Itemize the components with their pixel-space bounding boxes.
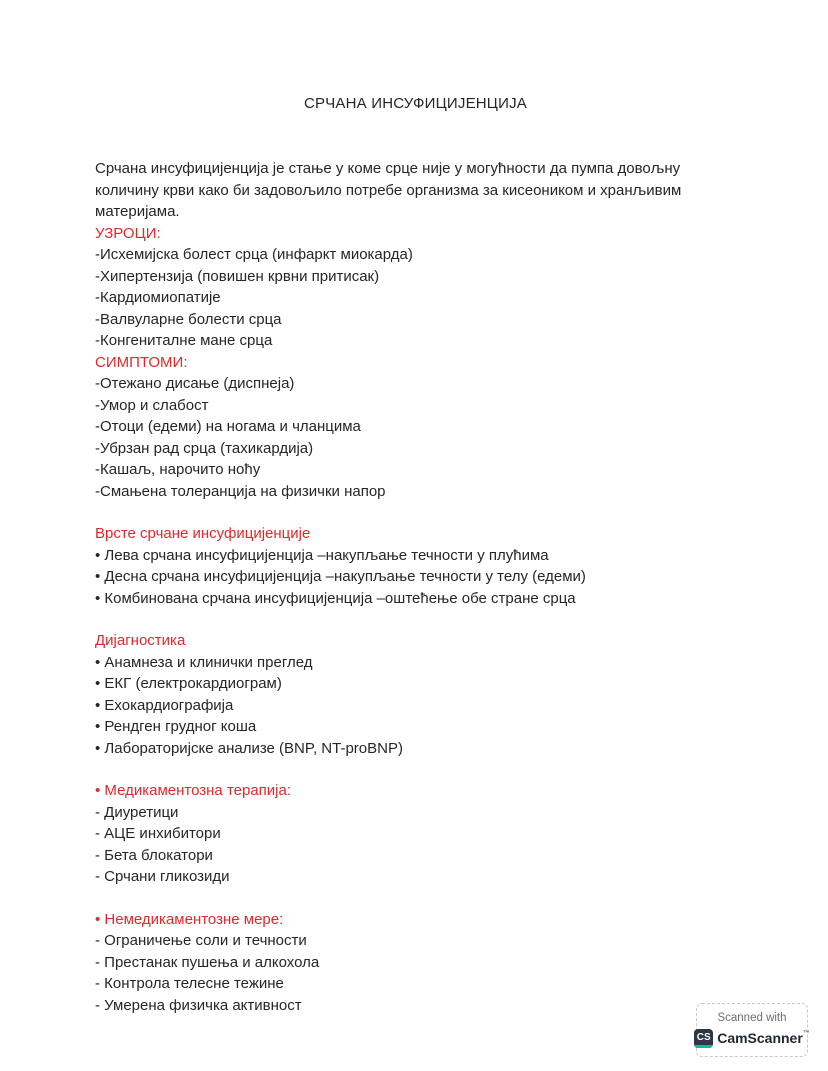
scanned-with-label: Scanned with bbox=[717, 1012, 787, 1024]
list-item: • Рендген грудног коша bbox=[95, 718, 257, 735]
brand-text: CamScanner bbox=[717, 1030, 803, 1046]
camscanner-logo-letters: CS bbox=[696, 1032, 711, 1043]
list-item: - Бета блокатори bbox=[95, 846, 213, 864]
camscanner-logo-icon bbox=[694, 1029, 713, 1048]
list-item: -Отоци (едеми) на ногама и чланцима bbox=[95, 418, 361, 435]
list-item: • Лабораторијске анализе (BNP, NT-proBNP) bbox=[95, 739, 403, 757]
section-types bbox=[95, 523, 736, 609]
document-title: СРЧАНА ИНСУФИЦИЈЕНЦИЈА bbox=[303, 95, 527, 112]
list-item: -Хипертензија (повишен крвни притисак) bbox=[95, 267, 380, 285]
camscanner-logo-accent bbox=[694, 1045, 713, 1048]
list-item: -Исхемијска болест срца (инфаркт миокарда) bbox=[95, 246, 413, 263]
camscanner-brand-name bbox=[717, 1029, 810, 1048]
camscanner-brand-row bbox=[696, 1029, 810, 1048]
section-diagnostics bbox=[95, 630, 736, 759]
list-item: -Кардиомиопатије bbox=[95, 289, 221, 306]
list-item: - Престанак пушења и алкохола bbox=[95, 953, 320, 971]
camscanner-badge bbox=[696, 1003, 808, 1057]
list-item: - АЦЕ инхибитори bbox=[95, 825, 221, 842]
list-item: -Умор и слабост bbox=[95, 396, 209, 414]
list-item: - Диуретици bbox=[95, 803, 179, 821]
list-item: -Конгениталне мане срца bbox=[95, 332, 273, 349]
section-heading: СИМПТОМИ: bbox=[95, 353, 188, 371]
section-heading: • Медикаментозна терапија: bbox=[95, 782, 292, 799]
list-item: -Убрзан рад срца (тахикардија) bbox=[95, 439, 314, 457]
list-item: • Ехокардиографија bbox=[95, 696, 234, 714]
list-item: • Анамнеза и клинички преглед bbox=[95, 653, 313, 671]
list-item: -Отежано дисање (диспнеја) bbox=[95, 375, 295, 392]
list-item: -Валвуларне болести срца bbox=[95, 310, 282, 328]
trademark-symbol: ™ bbox=[802, 1030, 810, 1037]
list-item: - Срчани гликозиди bbox=[95, 868, 230, 885]
intro-paragraph: Срчана инсуфицијенција је стање у коме срце није у могућности да пумпа довољну количину крви како би задовољило потребе организма за кисеоником и хранљивим материјама. bbox=[95, 160, 682, 220]
list-item: - Умерена физичка активност bbox=[95, 996, 302, 1014]
list-item: • Комбинована срчана инсуфицијенција –оштећење обе стране срца bbox=[95, 589, 576, 607]
section-heading: • Немедикаментозне мере: bbox=[95, 910, 284, 928]
section-non-drug-measures bbox=[95, 909, 736, 1017]
list-item: - Контрола телесне тежине bbox=[95, 975, 284, 992]
section-causes bbox=[95, 223, 736, 352]
list-item: • Десна срчана инсуфицијенција –накупљање течности у телу (едеми) bbox=[95, 568, 586, 585]
list-item: • ЕКГ (електрокардиограм) bbox=[95, 675, 282, 692]
section-heading: УЗРОЦИ: bbox=[95, 224, 161, 242]
list-item: - Ограничење соли и течности bbox=[95, 932, 307, 949]
list-item: -Кашаљ, нарочито ноћу bbox=[95, 461, 261, 478]
list-item: • Лева срчана инсуфицијенција –накупљање течности у плућима bbox=[95, 546, 549, 564]
section-symptoms bbox=[95, 352, 736, 503]
section-heading: Врсте срчане инсуфицијенције bbox=[95, 525, 311, 542]
section-drug-therapy bbox=[95, 780, 736, 888]
list-item: -Смањена толеранција на физички напор bbox=[95, 482, 386, 500]
section-heading: Дијагностика bbox=[95, 632, 186, 649]
